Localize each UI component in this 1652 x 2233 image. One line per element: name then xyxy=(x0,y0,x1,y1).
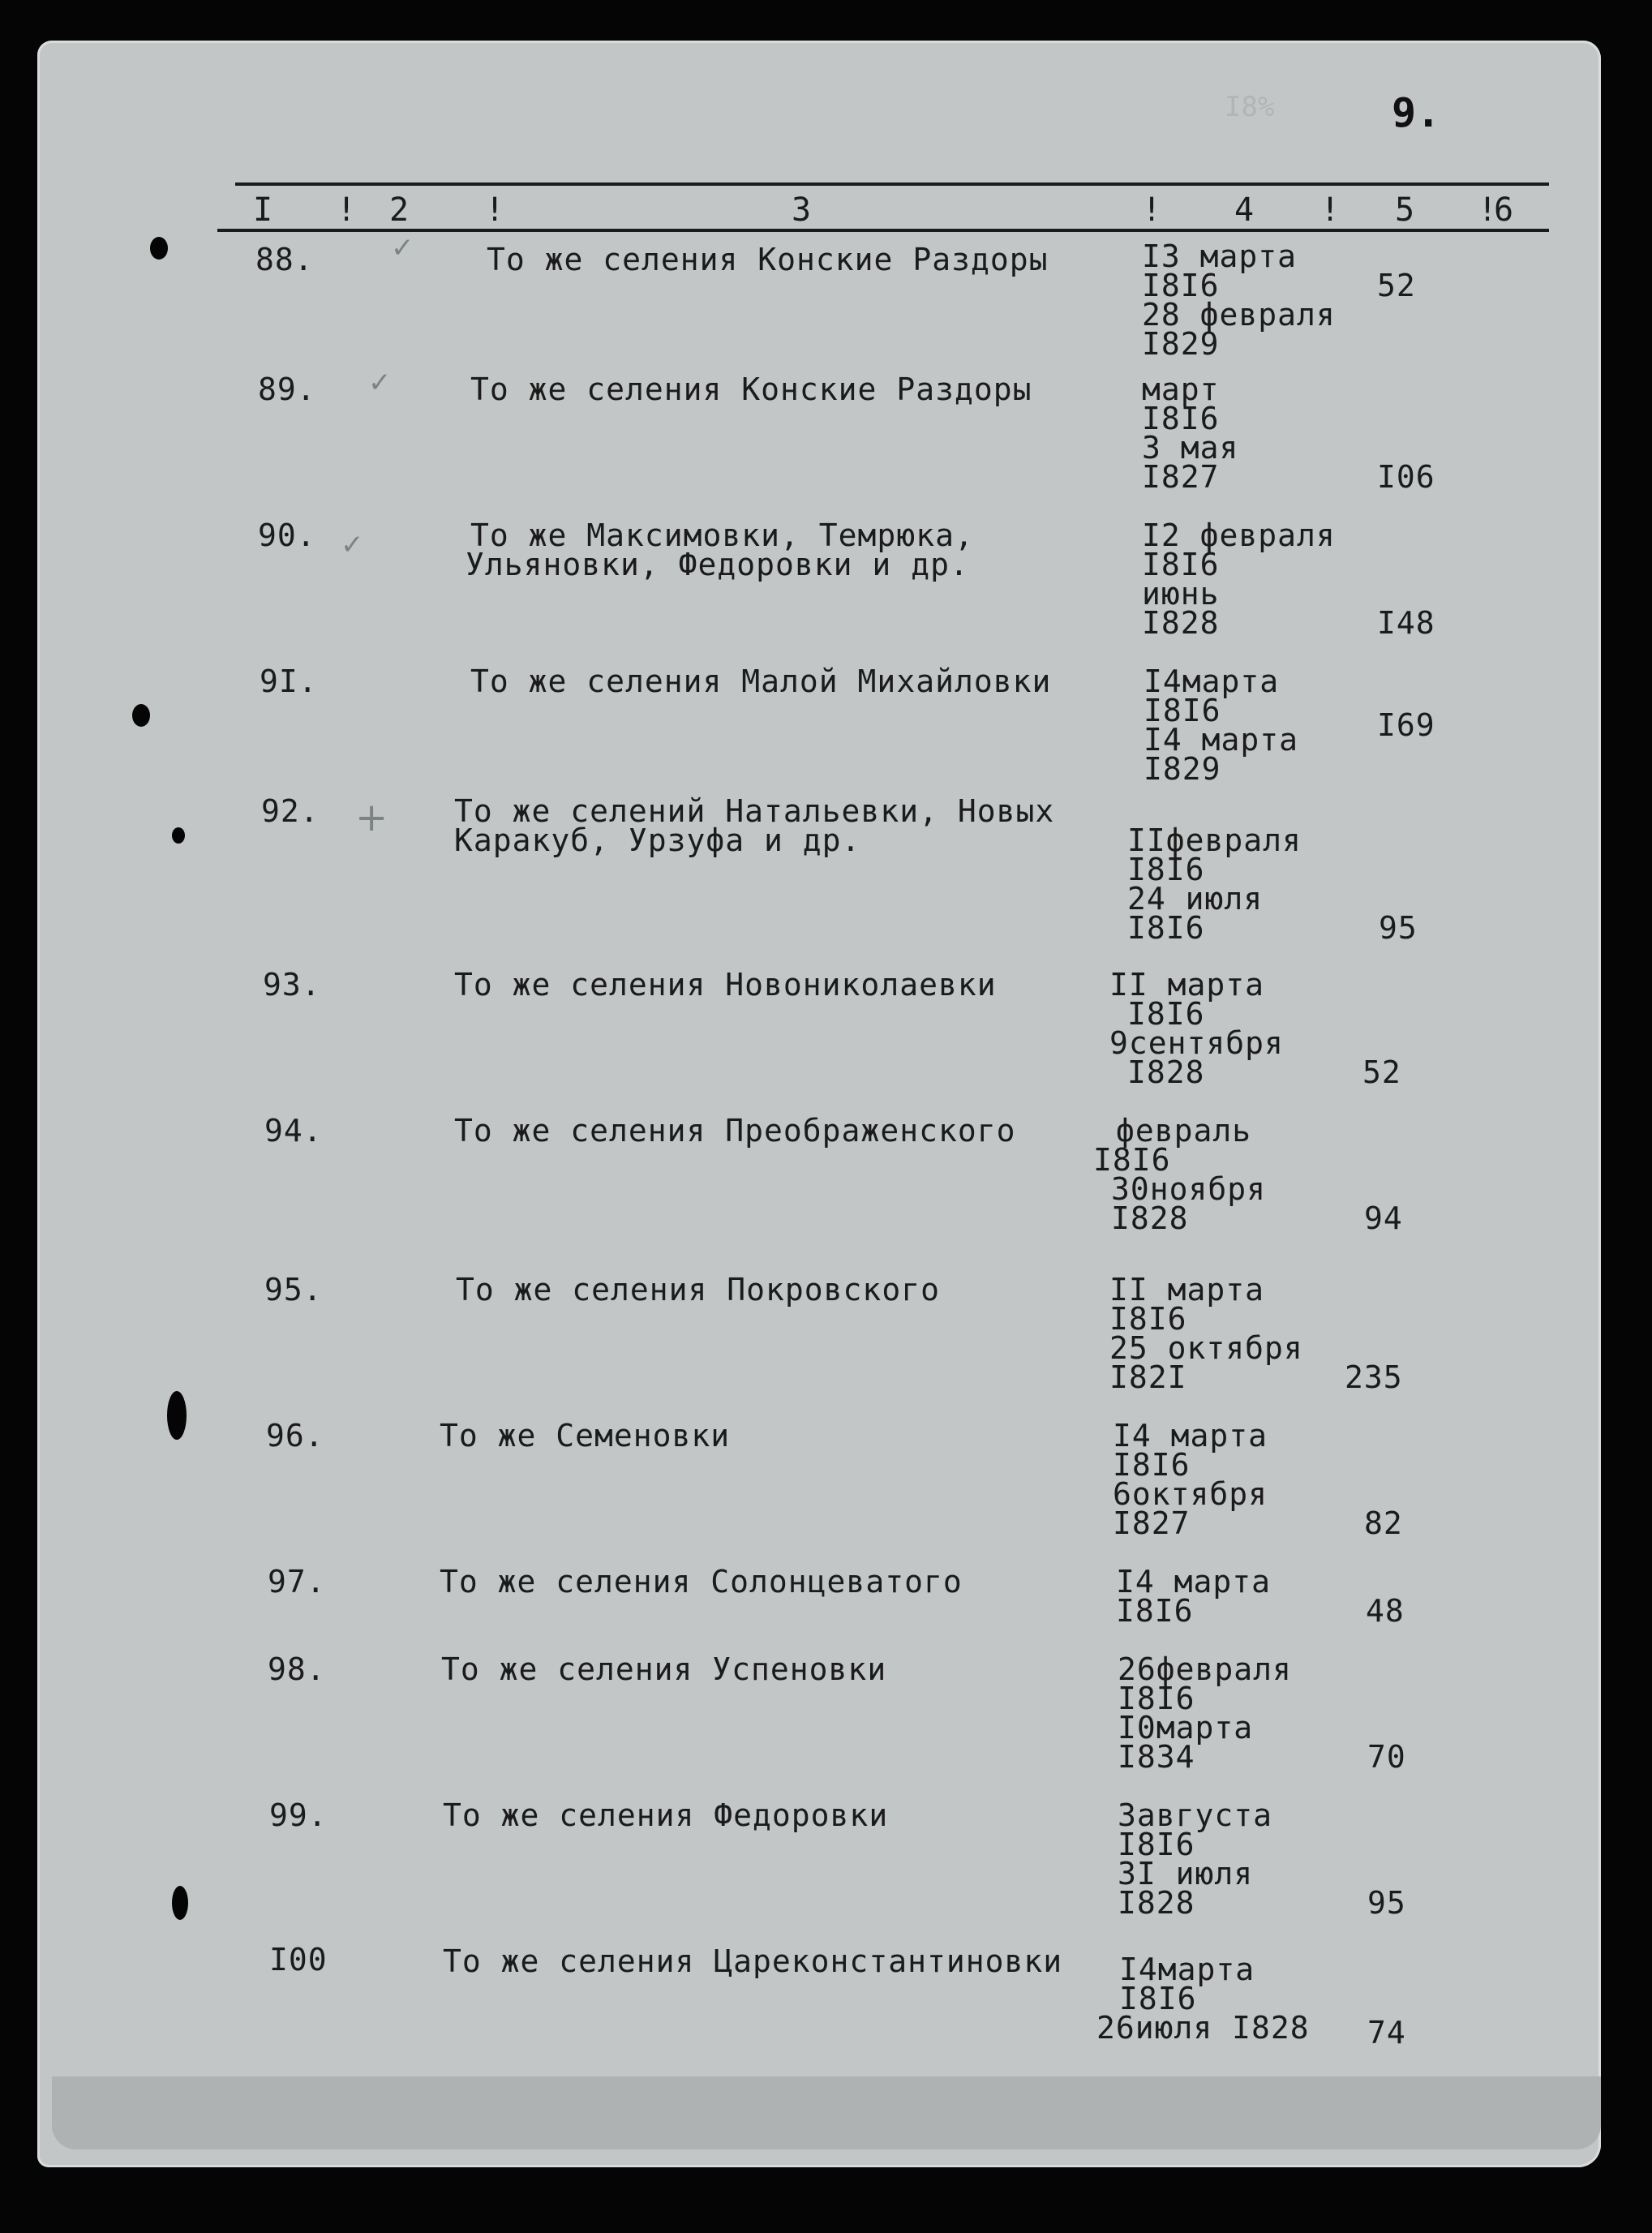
column-separator: ! xyxy=(1320,191,1341,229)
column-3-header: 3 xyxy=(792,191,812,229)
pencil-check-mark: ✓ xyxy=(341,529,364,561)
row-date: I829 xyxy=(1144,751,1221,787)
row-date: I2 февраля xyxy=(1142,517,1336,553)
row-date: 24 июля xyxy=(1127,881,1264,917)
row-date: 30ноября xyxy=(1111,1171,1267,1207)
row-date: I8I6 xyxy=(1116,1593,1194,1629)
row-number: 89. xyxy=(258,371,316,407)
row-date: I4марта xyxy=(1119,1952,1255,1987)
row-number: 95. xyxy=(264,1272,323,1308)
column-5-header: 5 xyxy=(1395,191,1415,229)
row-date: I8I6 xyxy=(1144,693,1221,728)
row-date: I4 марта xyxy=(1116,1564,1272,1600)
row-number: 98. xyxy=(268,1651,326,1687)
binding-hole xyxy=(172,827,185,844)
column-6-header: 6 xyxy=(1494,191,1514,229)
row-date: I8I6 xyxy=(1109,1301,1187,1337)
row-date: I828 xyxy=(1127,1054,1205,1090)
bleed-through-text: I8% xyxy=(1225,91,1275,123)
row-count: 52 xyxy=(1362,1054,1401,1090)
column-separator: ! xyxy=(337,191,357,229)
pencil-check-mark: ✓ xyxy=(391,232,414,264)
row-date: I8I6 xyxy=(1142,401,1220,436)
row-date: I82I xyxy=(1109,1359,1187,1395)
header-bottom-rule xyxy=(217,229,1549,232)
row-date: I828 xyxy=(1118,1885,1195,1921)
row-title: Каракуб, Урзуфа и др. xyxy=(454,822,861,858)
row-date: I8I6 xyxy=(1127,910,1205,946)
row-number: 93. xyxy=(263,967,321,1003)
row-title: Ульяновки, Федоровки и др. xyxy=(466,547,969,582)
row-count: 48 xyxy=(1366,1593,1405,1629)
pencil-check-mark: ✓ xyxy=(368,367,392,399)
row-number: 88. xyxy=(255,242,314,277)
row-date: I829 xyxy=(1142,326,1220,362)
row-title: То же селения Новониколаевки xyxy=(454,967,997,1003)
row-title: То же селения Покровского xyxy=(456,1272,940,1308)
row-date: I8I6 xyxy=(1142,547,1220,582)
row-count: 235 xyxy=(1345,1359,1403,1395)
page-number: 9. xyxy=(1392,89,1441,136)
row-number: 92. xyxy=(261,793,320,829)
row-date: I0марта xyxy=(1118,1710,1254,1746)
row-date: I4 марта xyxy=(1113,1418,1268,1454)
row-date: 6октября xyxy=(1113,1476,1268,1512)
header-top-rule xyxy=(235,183,1549,186)
row-date: 3 мая xyxy=(1142,430,1239,466)
row-date: II марта xyxy=(1109,1272,1265,1308)
row-title: То же Максимовки, Темрюка, xyxy=(470,517,974,553)
row-number: 94. xyxy=(264,1113,323,1149)
row-count: 95 xyxy=(1379,910,1418,946)
row-count: 52 xyxy=(1377,268,1416,303)
row-number: 9I. xyxy=(260,663,318,699)
row-number: 99. xyxy=(269,1797,328,1833)
row-date: 26февраля xyxy=(1118,1651,1292,1687)
row-title: То же селения Цареконстантиновки xyxy=(443,1943,1063,1979)
column-1-header: I xyxy=(253,191,273,229)
row-number: 90. xyxy=(258,517,316,553)
pencil-cross-mark: + xyxy=(355,795,388,840)
row-date: март xyxy=(1142,371,1220,407)
document-sheet xyxy=(37,41,1601,2167)
row-count: I69 xyxy=(1377,707,1435,743)
row-count: I06 xyxy=(1377,459,1435,495)
row-date: I8I6 xyxy=(1118,1681,1195,1716)
row-date: I827 xyxy=(1113,1505,1191,1541)
row-date: I4 марта xyxy=(1144,722,1299,758)
row-count: 74 xyxy=(1367,2015,1406,2050)
row-title: То же селения Преображенского xyxy=(454,1113,1016,1149)
row-title: То же селения Конские Раздоры xyxy=(487,242,1049,277)
row-date: IIфевраля xyxy=(1127,822,1302,858)
row-date: I827 xyxy=(1142,459,1220,495)
row-count: 95 xyxy=(1367,1885,1406,1921)
binding-hole xyxy=(167,1391,187,1440)
row-date: I828 xyxy=(1111,1200,1189,1236)
sheet-curled-edge xyxy=(52,2076,1601,2149)
column-4-header: 4 xyxy=(1234,191,1255,229)
row-number: 96. xyxy=(266,1418,324,1454)
row-count: 82 xyxy=(1364,1505,1403,1541)
row-title: То же селения Солонцеватого xyxy=(440,1564,963,1600)
row-number: 97. xyxy=(268,1564,326,1600)
row-date: 25 октября xyxy=(1109,1330,1303,1366)
column-separator: ! xyxy=(485,191,505,229)
row-title: То же Семеновки xyxy=(440,1418,731,1454)
binding-hole xyxy=(132,704,150,727)
row-date: I834 xyxy=(1118,1739,1195,1775)
row-date: 9сентября xyxy=(1109,1025,1284,1061)
row-date: июнь xyxy=(1142,576,1220,612)
row-date: I8I6 xyxy=(1119,1981,1197,2016)
row-date: I8I6 xyxy=(1118,1827,1195,1862)
row-date: I8I6 xyxy=(1093,1142,1171,1178)
row-date: февраль xyxy=(1116,1113,1252,1149)
row-date: I8I6 xyxy=(1127,996,1205,1032)
row-date: I4марта xyxy=(1144,663,1280,699)
row-count: 70 xyxy=(1367,1739,1406,1775)
row-date: 3I июля xyxy=(1118,1856,1254,1892)
row-title: То же селения Конские Раздоры xyxy=(470,371,1032,407)
row-date: I3 марта xyxy=(1142,238,1298,274)
row-date: 3августа xyxy=(1118,1797,1273,1833)
row-date: I8I6 xyxy=(1113,1447,1191,1483)
row-date: I828 xyxy=(1142,605,1220,641)
column-separator: ! xyxy=(1478,191,1498,229)
row-date: I8I6 xyxy=(1127,852,1205,887)
row-count: I48 xyxy=(1377,605,1435,641)
binding-hole xyxy=(150,237,168,260)
row-count: 94 xyxy=(1364,1200,1403,1236)
column-2-header: 2 xyxy=(389,191,410,229)
row-title: То же селения Успеновки xyxy=(441,1651,887,1687)
row-title: То же селений Натальевки, Новых xyxy=(454,793,1055,829)
binding-hole xyxy=(172,1886,188,1920)
column-separator: ! xyxy=(1142,191,1162,229)
row-date: I8I6 xyxy=(1142,268,1220,303)
row-date: 28 февраля xyxy=(1142,297,1336,333)
row-date: 26июля I828 xyxy=(1096,2010,1310,2046)
row-date: II марта xyxy=(1109,967,1265,1003)
row-number: I00 xyxy=(269,1942,328,1977)
row-title: То же селения Малой Михайловки xyxy=(470,663,1052,699)
row-title: То же селения Федоровки xyxy=(443,1797,889,1833)
